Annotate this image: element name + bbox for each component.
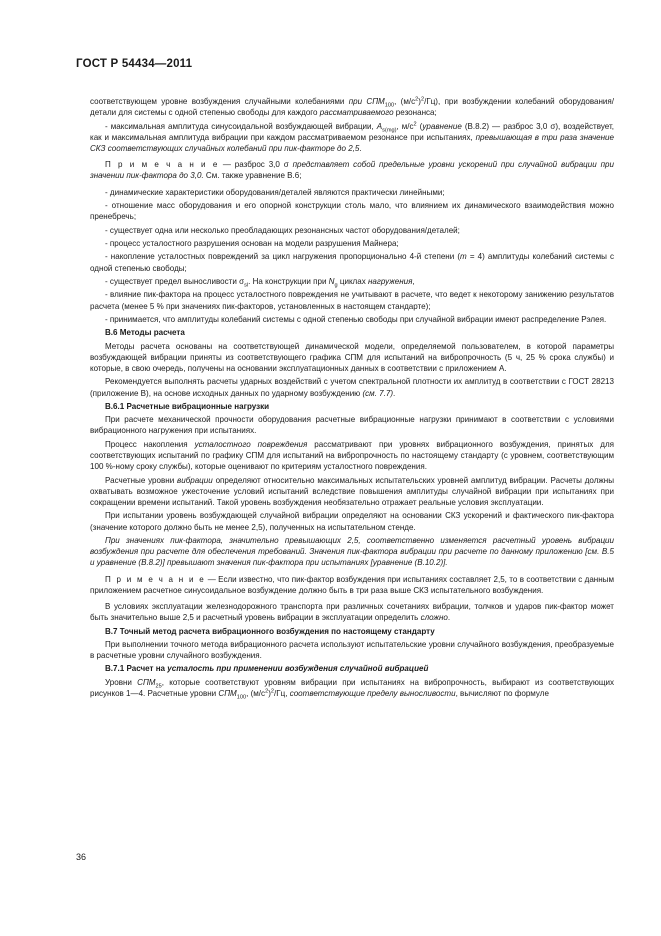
section-heading-b7: В.7 Точный метод расчета вибрационного возбуждения по настоящему стандарту xyxy=(105,626,435,636)
page-number: 36 xyxy=(76,852,87,862)
list-item: - принимается, что амплитуды колебаний системы с одной степенью свободы при случайной вибрации имеют распределение Рэлея. xyxy=(105,314,607,324)
paragraph-max-sine-amplitude: - максимальная амплитуда синусоидальной возбуждающей вибрации, $A_{s(mg)}$, $м/с^2$ (уравнение (В.8.2) — разброс 3,0 σ), воздействует, как и максимальная амплитуда вибрации при каждом рассматриваемом резонансе при испытаниях, превышающая в три раза значение СКЗ соответствующих случайных колебаний при пик-факторе до 2,5. xyxy=(90,120,614,153)
paragraph: При расчете механической прочности оборудования расчетные вибрационные нагрузки принимают в соответствии с условиями вибрационного нагружения при испытаниях. xyxy=(90,415,614,436)
list-item: - существует предел выносливости $\sigma_{sl}$. На конструкции при $N_g$ циклах нагружения, xyxy=(105,276,415,289)
note-peak-factor: П р и м е ч а н и е — Если известно, что пик-фактор возбуждения при испытаниях составляет 2,5, то в соответствии с данным приложением расчетное синусоидальное возбуждение должно быть в три раза выше СКЗ испытательного возбуждения. xyxy=(90,574,614,595)
paragraph: При испытании уровень возбуждающей случайной вибрации определяют на основании СКЗ ускорений и фактического пик-фактора (значение которого должно быть не менее 2,5), полученных на испытательном стенде. xyxy=(90,511,614,532)
paragraph: При выполнении точного метода вибрационного расчета используют испытательские уровни случайного возбуждения, преобразуемые в расчетные уровни случайного возбуждения. xyxy=(90,639,614,660)
page-body xyxy=(90,96,614,701)
paragraph: Расчетные уровни вибрации определяют относительно максимальных испытательских уровней амплитуд вибрации. Расчеты должны охватывать возможное ужесточение условий испытаний вследствие повышения амплитуды случайной вибрации при испытаниях при сокращении времени испытаний. Такой уровень возбуждения необязательно отражает реальные условия эксплуатации. xyxy=(90,475,614,507)
paragraph: Методы расчета основаны на соответствующей динамической модели, определяемой пользователем, в которой параметры возбуждающей вибрации приняты из соответствующего графика СПМ для испытаний на вибропрочность (5 ч, 25 % срока службы) и которые, в свою очередь, получены на основании эксплуатационных данных в соответствии с приложением А. xyxy=(90,341,614,373)
list-item: - процесс усталостного разрушения основан на модели разрушения Майнера; xyxy=(105,238,399,248)
list-item: - влияние пик-фактора на процесс усталостного повреждения не учитывают в расчете, что ведет к некоторому занижению результатов расчета (менее 5 % при значениях пик-факторов, установленных в настоящем стандарте); xyxy=(90,290,614,311)
paragraph: Уровни $СПМ_{25}$, которые соответствуют уровням вибрации при испытаниях на вибропрочность, выбирают из соответствующих рисунков 1—4. Расчетные уровни $СПМ_{100}$, $(м/с^2)^2/Гц$, соответствующие пределу выносливости, вычисляют по формуле xyxy=(90,677,615,701)
paragraph: В условиях эксплуатации железнодорожного транспорта при различных сочетаниях вибрации, толчков и ударов пик-фактор может быть значительно выше 2,5 и расчетный уровень вибрации в эксплуатации определить сложно. xyxy=(90,601,614,623)
section-heading-b6: В.6 Методы расчета xyxy=(105,328,185,338)
paragraph: Рекомендуется выполнять расчеты ударных воздействий с учетом спектральной плотности их амплитуд в соответствии с ГОСТ 28213 (приложение В), на основе исходных данных по ударному возбуждению (см. 7.7). xyxy=(90,377,614,398)
section-heading-b61: В.6.1 Расчетные вибрационные нагрузки xyxy=(105,401,270,411)
list-item: - существует одна или несколько преобладающих резонансных частот оборудования/деталей; xyxy=(105,225,460,235)
note-scatter: П р и м е ч а н и е — разброс 3,0 σ представляет собой предельные уровни ускорений при случайной вибрации при значении пик-фактора до 3,0. См. также уравнение В.6; xyxy=(90,160,614,181)
paragraph-psd-level: соответствующем уровне возбуждения случайными колебаниями при $СПМ_{100}$, $(м/с^2)^2/Гц$), при возбуждении колебаний оборудования/детали для системы с одной степенью свободы для каждого рассматриваемого резонанса; xyxy=(90,96,615,118)
paragraph-italic: При значениях пик-фактора, значительно превышающих 2,5, соответственно изменяется расчетный уровень вибрации возбуждения при расчете для обеспечения требований. Значения пик-фактора вибрации при расчете по данному приложению [см. В.5 и уравнение (В.8.2)] превышают значения пик-фактора при испытаниях [уравнение (В.10.2)]. xyxy=(90,535,614,568)
document-header: ГОСТ Р 54434—2011 xyxy=(76,58,193,70)
list-item: - отношение масс оборудования и его опорной конструкции столь мало, что влиянием их динамического взаимодействия можно пренебречь; xyxy=(90,201,614,222)
list-item: - динамические характеристики оборудования/деталей являются практически линейными; xyxy=(105,187,445,197)
section-heading-b71: В.7.1 Расчет на усталость при применении возбуждения случайной вибрацией xyxy=(105,664,429,674)
list-item: - накопление усталостных повреждений за цикл нагружения пропорционально 4-й степени (m = 4) амплитуды колебаний системы с одной степенью свободы; xyxy=(90,252,615,273)
paragraph: Процесс накопления усталостного повреждения рассматривают при уровнях вибрационного возбуждения, принятых для соответствующих испытаний по графику СПМ для испытаний на вибропрочность по настоящему стандарту (с уровнем, соответствующим 100 %-ному сроку службы), которые оценивают по критериям усталостного повреждения. xyxy=(90,439,615,472)
